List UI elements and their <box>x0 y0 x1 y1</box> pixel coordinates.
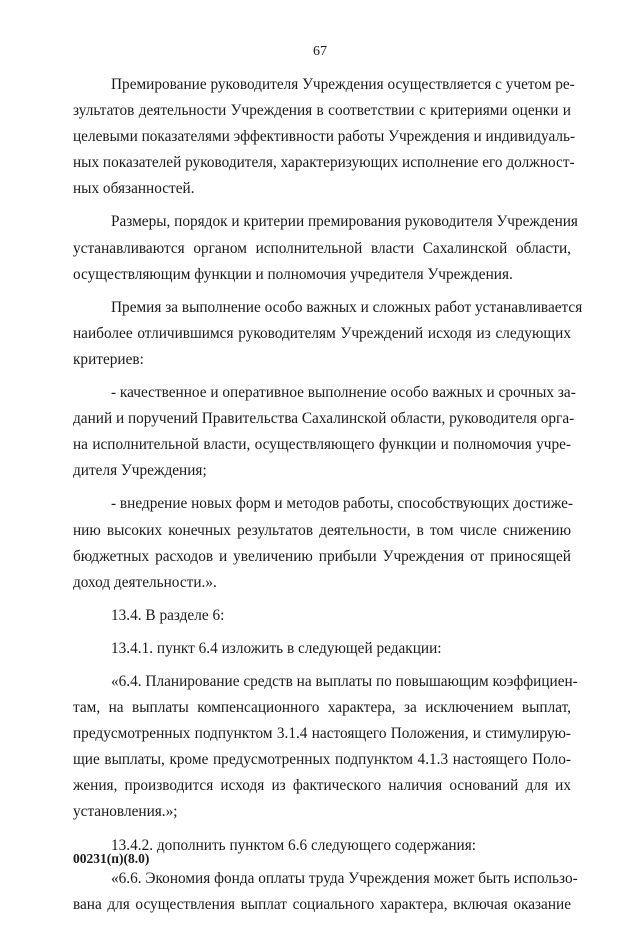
document-code: 00231(п)(8.0) <box>73 851 150 866</box>
text-line: жения, производится исходя из фактического наличия оснований для их <box>73 777 571 795</box>
text-line: 13.4.2. дополнить пунктом 6.6 следующего содержания: <box>111 836 477 854</box>
text-line: нию высоких конечных результатов деятельности, в том числе снижению <box>73 521 571 539</box>
text-line: бюджетных расходов и увеличению прибыли Учреждения от приносящей <box>73 547 571 565</box>
text-line: ных обязанностей. <box>73 180 195 198</box>
text-line: Премирование руководителя Учреждения осуществляется с учетом ре- <box>111 76 575 93</box>
text-line: осуществляющим функции и полномочия учредителя Учреждения. <box>73 265 513 283</box>
text-line: вана для осуществления выплат социального характера, включая оказание <box>73 895 571 913</box>
text-line: установления.»; <box>73 803 178 821</box>
document-body <box>73 72 583 925</box>
text-line: 13.4.1. пункт 6.4 изложить в следующей редакции: <box>111 639 442 657</box>
text-line: - внедрение новых форм и методов работы, способствующих достиже- <box>111 495 573 513</box>
paragraph <box>73 636 571 662</box>
page-number: 67 <box>313 44 327 59</box>
text-line: «6.6. Экономия фонда оплаты труда Учреждения может быть использо- <box>111 869 578 887</box>
paragraph <box>73 209 578 287</box>
text-line: - качественное и оперативное выполнение особо важных и срочных за- <box>111 384 576 402</box>
text-line: щие выплаты, кроме предусмотренных подпунктом 4.1.3 настоящего Поло- <box>73 751 571 769</box>
text-line: целевыми показателями эффективности работы Учреждения и индивидуаль- <box>73 128 576 146</box>
text-line: «6.4. Планирование средств на выплаты по повышающим коэффициен- <box>111 672 578 690</box>
text-line: Премия за выполнение особо важных и сложных работ устанавливается <box>111 298 583 316</box>
text-line: предусмотренных подпунктом 3.1.4 настоящего Положения, и стимулирую- <box>73 725 571 743</box>
paragraph <box>73 72 576 202</box>
paragraph <box>73 380 576 484</box>
text-line: доход деятельности.». <box>73 573 217 591</box>
text-line: дителя Учреждения; <box>73 462 207 480</box>
text-line: ных показателей руководителя, характеризующих исполнение его должност- <box>73 154 575 172</box>
text-line: устанавливаются органом исполнительной власти Сахалинской области, <box>73 239 571 257</box>
paragraph <box>73 866 578 918</box>
paragraph <box>73 603 571 629</box>
text-line: критериев: <box>73 350 144 368</box>
text-line: зультатов деятельности Учреждения в соответствии с критериями оценки и <box>73 102 571 120</box>
text-line: на исполнительной власти, осуществляющего функции и полномочия учре- <box>73 436 571 454</box>
paragraph <box>73 669 578 826</box>
text-line: там, на выплаты компенсационного характера, за исключением выплат, <box>73 699 571 717</box>
text-line: наиболее отличившимся руководителям Учреждений исходя из следующих <box>73 324 571 342</box>
paragraph <box>73 491 571 595</box>
paragraph <box>73 295 583 373</box>
text-line: Размеры, порядок и критерии премирования руководителя Учреждения <box>111 213 578 231</box>
text-line: 13.4. В разделе 6: <box>111 606 225 624</box>
text-line: даний и поручений Правительства Сахалинской области, руководителя орга- <box>73 410 575 428</box>
